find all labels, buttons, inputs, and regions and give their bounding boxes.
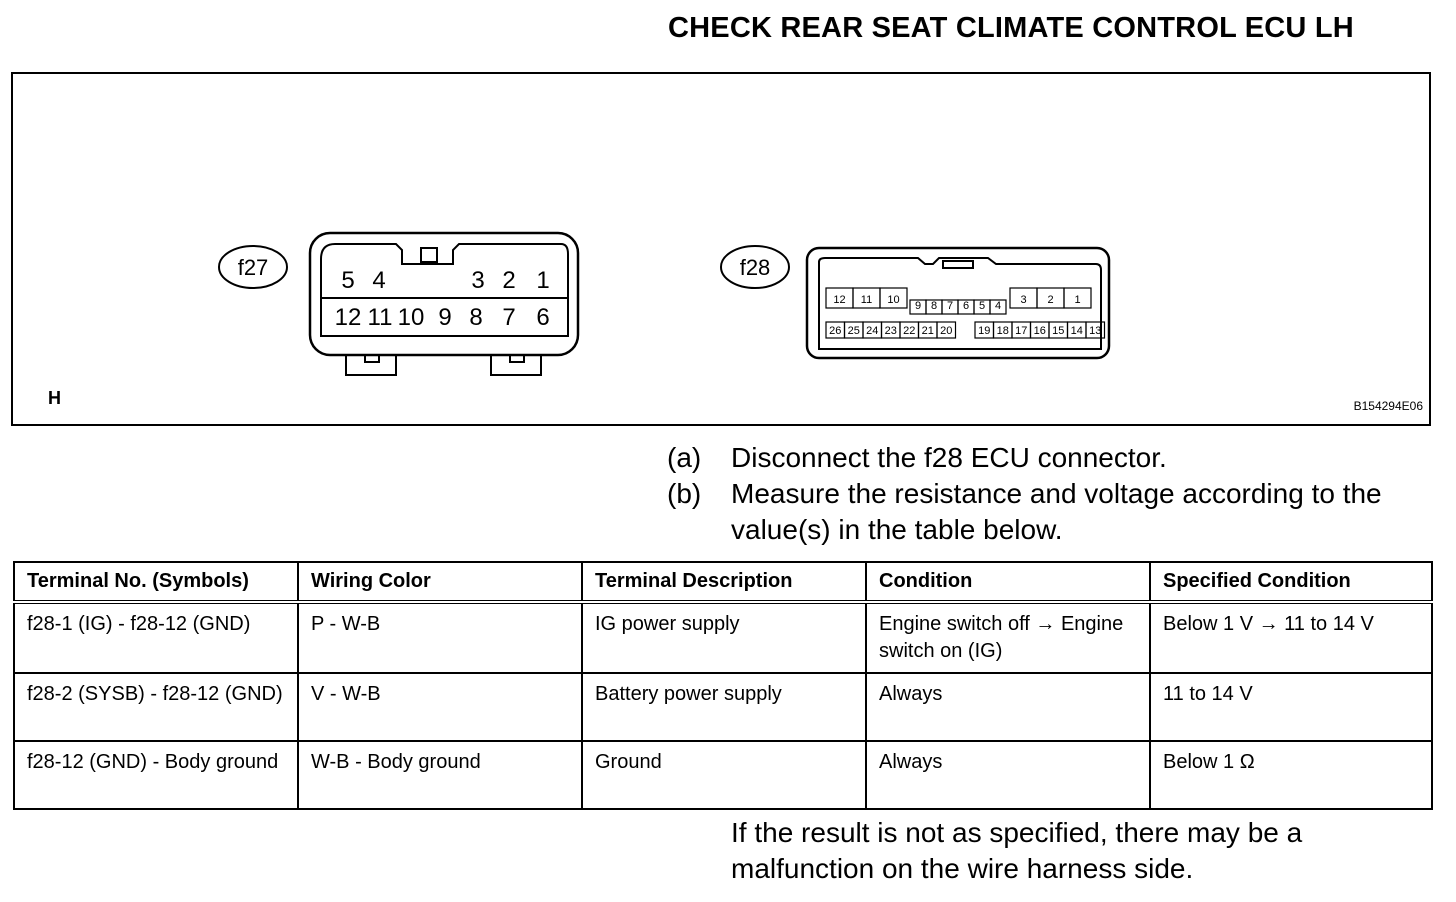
f27-pin-6: 6	[536, 304, 550, 331]
f28-pin-13: 13	[1089, 325, 1102, 337]
f28-pin-2: 2	[1047, 294, 1054, 306]
f28-pin-4: 4	[994, 300, 1002, 312]
f28-pin-25: 25	[847, 325, 860, 337]
f28-pin-19: 19	[978, 325, 991, 337]
f28-pin-11: 11	[860, 294, 873, 306]
cell-wiring-color: P - W-B	[298, 602, 582, 673]
header-terminal-description: Terminal Description	[582, 562, 866, 602]
connector-drawing	[13, 74, 1429, 424]
step-label: (b)	[667, 478, 702, 509]
f28-pin-16: 16	[1033, 325, 1046, 337]
f28-pin-21: 21	[921, 325, 934, 337]
cell-description: IG power supply	[582, 602, 866, 673]
step-text: Disconnect the f28 ECU connector.	[731, 442, 1167, 473]
cell-wiring-color: V - W-B	[298, 673, 582, 741]
step-label: (a)	[667, 442, 702, 473]
f27-pin-9: 9	[438, 304, 452, 331]
step-text: Measure the resistance and voltage according to the value(s) in the table below.	[731, 478, 1382, 545]
header-condition: Condition	[866, 562, 1150, 602]
f27-pin-12: 12	[334, 304, 362, 331]
view-label: H	[48, 388, 61, 408]
f27-pin-10: 10	[397, 304, 425, 331]
header-specified-condition: Specified Condition	[1150, 562, 1432, 602]
page-title: CHECK REAR SEAT CLIMATE CONTROL ECU LH	[668, 12, 1354, 44]
f28-pin-23: 23	[884, 325, 897, 337]
f28-label-text: f28	[739, 255, 771, 280]
f28-pin-5: 5	[978, 300, 986, 312]
f27-pin-5: 5	[341, 267, 355, 294]
specification-table	[13, 561, 1433, 810]
cell-condition: Always	[866, 741, 1150, 809]
f27-pin-11: 11	[367, 304, 393, 331]
f28-pin-6: 6	[962, 300, 970, 312]
table-row	[14, 673, 1432, 741]
cell-description: Battery power supply	[582, 673, 866, 741]
f28-pin-14: 14	[1070, 325, 1083, 337]
cell-wiring-color: W-B - Body ground	[298, 741, 582, 809]
table-row	[14, 602, 1432, 673]
f28-pin-7: 7	[946, 300, 954, 312]
table-row	[14, 741, 1432, 809]
f27-pin-8: 8	[469, 304, 483, 331]
f28-pin-3: 3	[1020, 294, 1027, 306]
f28-pin-17: 17	[1015, 325, 1028, 337]
figure-code: B154294E06	[1353, 399, 1423, 413]
cell-specified: Below 1 Ω	[1150, 741, 1432, 809]
cell-condition: Engine switch off → Engine switch on (IG)	[866, 602, 1150, 673]
f27-pin-7: 7	[502, 304, 516, 331]
f28-pin-1: 1	[1074, 294, 1081, 306]
f28-pin-15: 15	[1052, 325, 1065, 337]
f28-pin-20: 20	[940, 325, 953, 337]
cell-terminal: f28-2 (SYSB) - f28-12 (GND)	[14, 673, 298, 741]
f27-lock	[421, 248, 437, 262]
instruction-steps	[667, 440, 1411, 548]
f28-pin-12: 12	[833, 294, 846, 306]
step-b	[667, 476, 1411, 548]
header-wiring-color: Wiring Color	[298, 562, 582, 602]
f27-pin-2: 2	[502, 267, 516, 294]
f28-pin-22: 22	[903, 325, 916, 337]
f27-pin-3: 3	[471, 267, 485, 294]
result-note: If the result is not as specified, there may be a malfunction on the wire harness side.	[731, 817, 1303, 884]
connector-illustration	[11, 72, 1431, 426]
cell-terminal: f28-1 (IG) - f28-12 (GND)	[14, 602, 298, 673]
f27-label-text: f27	[237, 255, 269, 280]
f28-pin-8: 8	[930, 300, 938, 312]
f28-pin-10: 10	[887, 294, 900, 306]
header-terminal: Terminal No. (Symbols)	[14, 562, 298, 602]
cell-specified: Below 1 V → 11 to 14 V	[1150, 602, 1432, 673]
cell-terminal: f28-12 (GND) - Body ground	[14, 741, 298, 809]
cell-condition: Always	[866, 673, 1150, 741]
f27-pin-1: 1	[536, 267, 550, 294]
f28-pin-24: 24	[866, 325, 879, 337]
step-a	[667, 440, 1411, 476]
table-header-row	[14, 562, 1432, 602]
f28-pin-26: 26	[829, 325, 842, 337]
f27-pin-4: 4	[372, 267, 386, 294]
cell-description: Ground	[582, 741, 866, 809]
cell-specified: 11 to 14 V	[1150, 673, 1432, 741]
f28-pin-9: 9	[914, 300, 922, 312]
f28-pin-18: 18	[996, 325, 1009, 337]
